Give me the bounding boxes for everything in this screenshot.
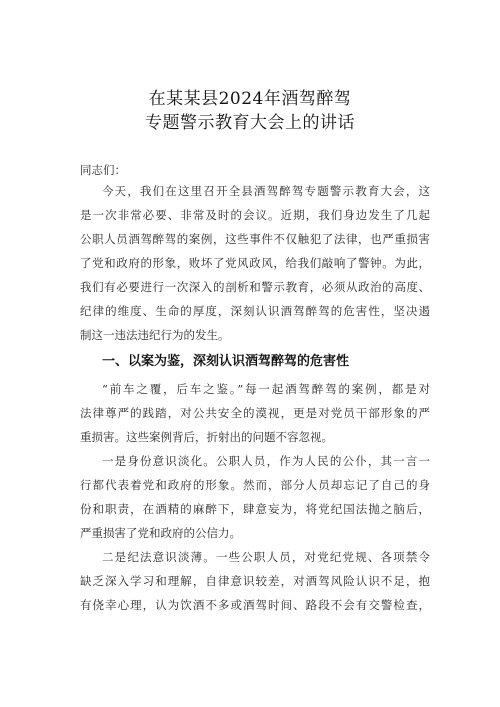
paragraph-1-line: 纪律的维度、生命的厚度，深刻认识酒驾醉驾的危害性，坚决遏 <box>80 304 430 318</box>
paragraph-3-line: 行都代表着党和政府的形象。然而，部分人员却忘记了自己的身 <box>80 478 430 492</box>
paragraph-3-line: 严重损害了党和政府的公信力。 <box>80 526 241 540</box>
salutation: 同志们： <box>80 163 126 177</box>
paragraph-1-line: 公职人员酒驾醉驾的案例，这些事件不仅触犯了法律，也严重损害 <box>80 232 430 246</box>
paragraph-1-line: 是一次非常必要、非常及时的会议。近期，我们身边发生了几起 <box>80 208 430 222</box>
paragraph-4-line: 二是纪法意识淡薄。一些公职人员，对党纪党规、各项禁令 <box>102 550 430 564</box>
paragraph-2-line: “前车之覆，后车之鉴。”每一起酒驾醉驾的案例，都是对 <box>102 382 430 396</box>
paragraph-2-line: 法律尊严的践踏，对公共安全的漠视，更是对党员干部形象的严 <box>80 406 430 420</box>
paragraph-1-line: 我们有必要进行一次深入的剖析和警示教育，必须从政治的高度、 <box>80 280 430 294</box>
paragraph-4-line: 有侥幸心理，认为饮酒不多或酒驾时间、路段不会有交警检查， <box>80 598 430 612</box>
paragraph-4-line: 缺乏深入学习和理解，自律意识较差，对酒驾风险认识不足，抱 <box>80 574 430 588</box>
paragraph-2-line: 重损害。这些案例背后，折射出的问题不容忽视。 <box>80 430 333 444</box>
document-title-line-2: 专题警示教育大会上的讲话 <box>145 113 355 133</box>
document-title-line-1: 在某某县2024年酒驾醉驾 <box>148 89 352 109</box>
paragraph-3-line: 份和职责，在酒精的麻醉下，肆意妄为，将党纪国法抛之脑后， <box>80 502 430 516</box>
paragraph-1-line: 制这一违法违纪行为的发生。 <box>80 328 230 342</box>
section-heading-1: 一、以案为鉴，深刻认识酒驾醉驾的危害性 <box>102 354 350 369</box>
paragraph-1-line: 今天，我们在这里召开全县酒驾醉驾专题警示教育大会，这 <box>102 184 430 198</box>
paragraph-1-line: 了党和政府的形象，败坏了党风政风，给我们敲响了警钟。为此， <box>80 256 430 270</box>
paragraph-3-line: 一是身份意识淡化。公职人员，作为人民的公仆，其一言一 <box>102 454 430 468</box>
